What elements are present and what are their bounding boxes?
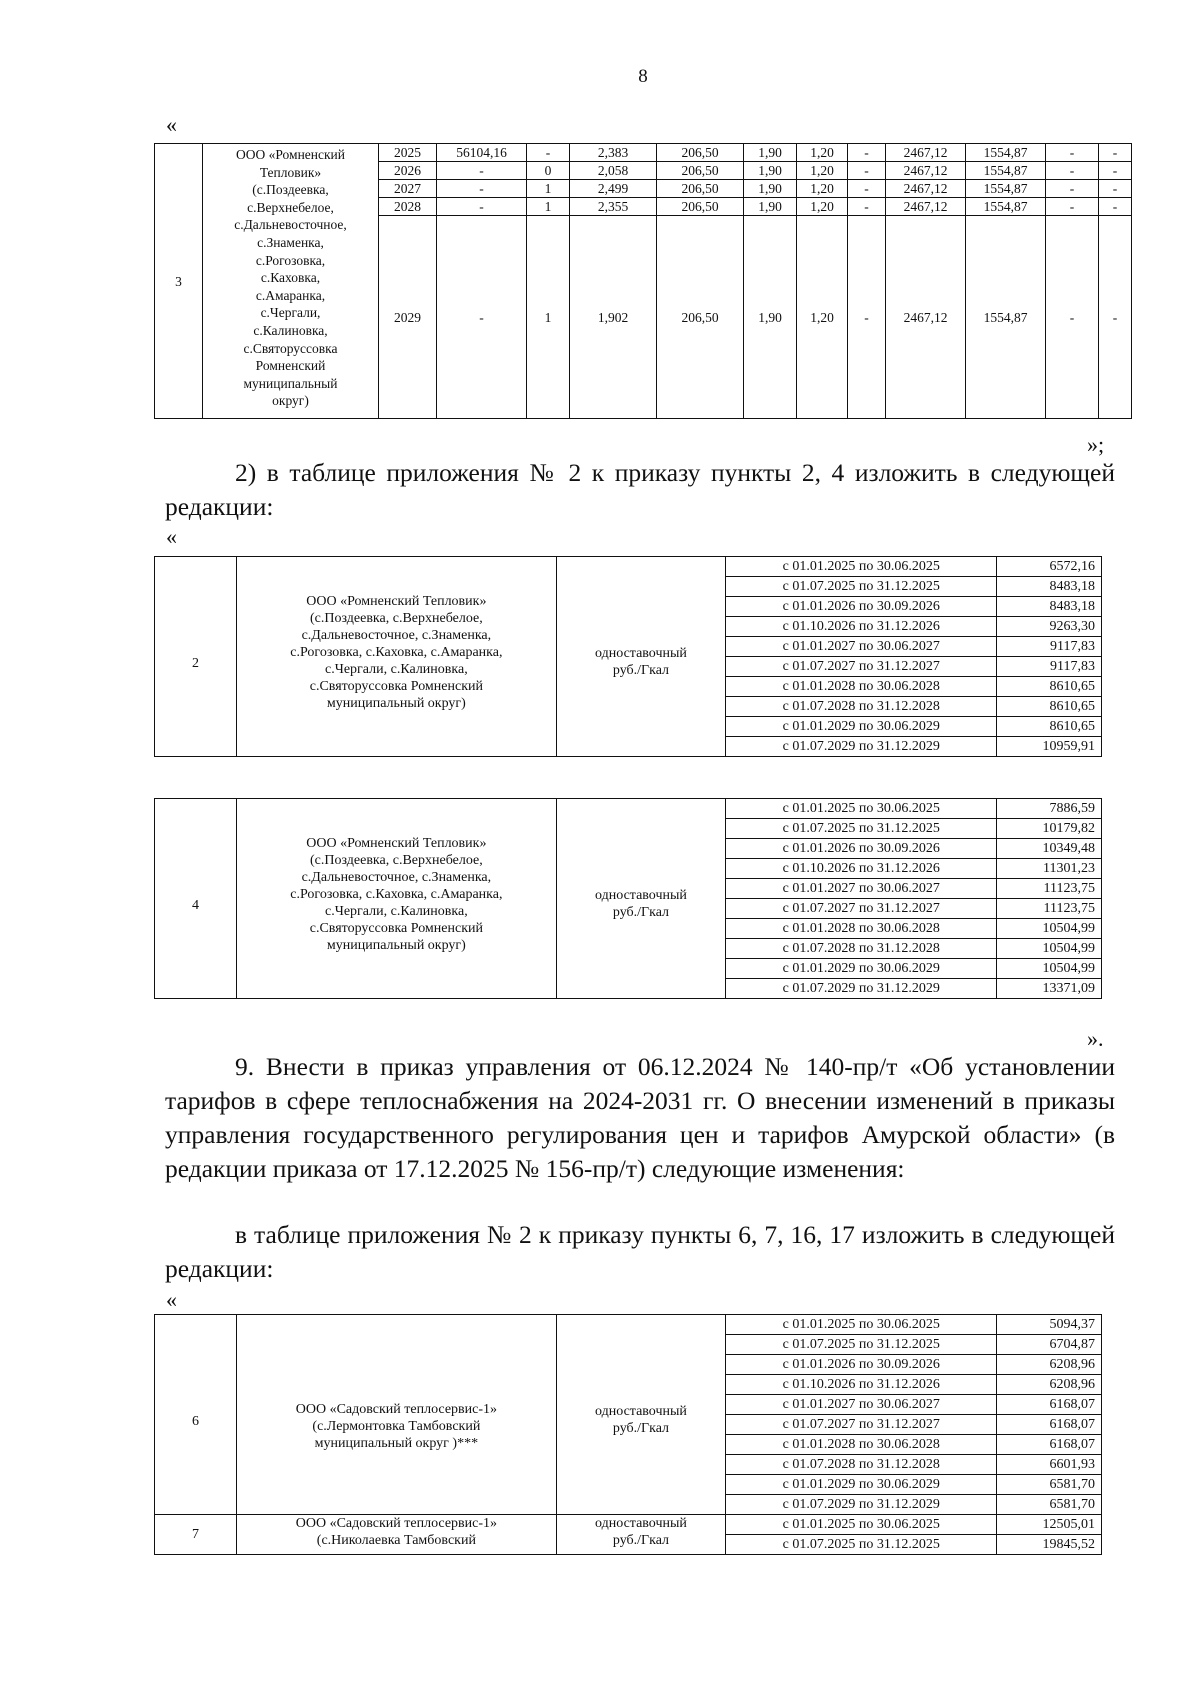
text-line: с.Дальневосточное, с.Знаменка,	[301, 628, 492, 643]
table-cell: 1,90	[744, 198, 797, 216]
period-cell: с 01.07.2025 по 31.12.2025	[726, 1335, 997, 1355]
period-cell: с 01.01.2026 по 30.09.2026	[726, 839, 997, 859]
table-cell: 2029	[379, 216, 437, 419]
value-cell: 8610,65	[997, 697, 1102, 717]
table-cell: 1554,87	[966, 198, 1046, 216]
table-row	[155, 144, 1132, 162]
value-cell: 10959,91	[997, 737, 1102, 757]
table-row	[155, 557, 1102, 577]
table-cell: -	[848, 180, 886, 198]
table-cell: 2026	[379, 162, 437, 180]
period-cell: с 01.01.2029 по 30.06.2029	[726, 717, 997, 737]
text-line: одноставочный	[595, 1516, 687, 1531]
row-number-cell: 4	[155, 799, 237, 999]
period-cell: с 01.01.2027 по 30.06.2027	[726, 637, 997, 657]
quote-close-2: ».	[1087, 1026, 1104, 1051]
table-cell: 1	[527, 216, 570, 419]
table-cell: 2025	[379, 144, 437, 162]
table-row	[155, 1515, 1102, 1535]
table-cell: 1554,87	[966, 180, 1046, 198]
quote-close-1: »;	[1087, 432, 1105, 457]
table-cell: 1,20	[797, 198, 848, 216]
organization-cell	[203, 144, 379, 419]
table-cell: 1,90	[744, 162, 797, 180]
period-cell: с 01.01.2025 по 30.06.2025	[726, 557, 997, 577]
table-cell: 2467,12	[886, 216, 966, 419]
text-line: ООО «Садовский теплосервис-1»	[295, 1402, 498, 1417]
period-cell: с 01.01.2028 по 30.06.2028	[726, 919, 997, 939]
organization-cell	[237, 799, 557, 999]
text-line: с.Амаранка,	[255, 287, 326, 303]
table-cell: -	[437, 162, 527, 180]
unit-cell	[556, 1515, 726, 1555]
paragraph-9b: в таблице приложения № 2 к приказу пункты 6, 7, 16, 17 изложить в следующей редакции:	[165, 1220, 1115, 1283]
table-cell: -	[848, 216, 886, 419]
table-cell: 1554,87	[966, 144, 1046, 162]
row-number-cell: 7	[155, 1515, 237, 1555]
value-cell: 19845,52	[997, 1535, 1102, 1555]
table-cell: 2,383	[570, 144, 657, 162]
text-line: с.Святоруссовка	[243, 340, 338, 356]
table-cell: -	[527, 144, 570, 162]
table-cell: 56104,16	[437, 144, 527, 162]
row-number-cell: 2	[155, 557, 237, 757]
value-cell: 10349,48	[997, 839, 1102, 859]
table-cell: -	[437, 180, 527, 198]
value-cell: 10179,82	[997, 819, 1102, 839]
table-cell: 2467,12	[886, 162, 966, 180]
text-line: ООО «Ромненский Тепловик»	[306, 594, 487, 609]
text-line: руб./Гкал	[612, 905, 670, 920]
text-line: руб./Гкал	[612, 1533, 670, 1548]
table-cell: -	[848, 162, 886, 180]
value-cell: 10504,99	[997, 919, 1102, 939]
table-cell: -	[1046, 162, 1099, 180]
period-cell: с 01.01.2029 по 30.06.2029	[726, 959, 997, 979]
period-cell: с 01.07.2028 по 31.12.2028	[726, 939, 997, 959]
table-cell: -	[1046, 144, 1099, 162]
value-cell: 7886,59	[997, 799, 1102, 819]
period-cell: с 01.07.2027 по 31.12.2027	[726, 1415, 997, 1435]
tariff-parameters-table	[154, 143, 1132, 419]
text-line: с.Верхнебелое,	[247, 199, 334, 215]
quote-open-3: «	[166, 1287, 177, 1312]
value-cell: 11301,23	[997, 859, 1102, 879]
page-number: 8	[638, 66, 648, 87]
value-cell: 6581,70	[997, 1495, 1102, 1515]
value-cell: 8610,65	[997, 677, 1102, 697]
value-cell: 8483,18	[997, 577, 1102, 597]
period-cell: с 01.10.2026 по 31.12.2026	[726, 1375, 997, 1395]
text-line: с.Святоруссовка Ромненский	[309, 921, 483, 936]
period-cell: с 01.07.2029 по 31.12.2029	[726, 979, 997, 999]
text-line: ООО «Ромненский Тепловик»	[306, 836, 487, 851]
table-cell: 0	[527, 162, 570, 180]
table-cell: 2028	[379, 198, 437, 216]
table-cell: -	[1099, 198, 1132, 216]
row-number-cell: 3	[155, 144, 203, 419]
text-line: руб./Гкал	[612, 663, 670, 678]
text-line: муниципальный округ)	[326, 696, 466, 711]
period-cell: с 01.07.2027 по 31.12.2027	[726, 657, 997, 677]
value-cell: 8483,18	[997, 597, 1102, 617]
value-cell: 6168,07	[997, 1395, 1102, 1415]
table-cell: 1554,87	[966, 216, 1046, 419]
value-cell: 6208,96	[997, 1375, 1102, 1395]
table-cell: 206,50	[657, 198, 744, 216]
text-line: муниципальный округ)	[326, 938, 466, 953]
period-cell: с 01.07.2029 по 31.12.2029	[726, 737, 997, 757]
table-cell: 1,20	[797, 162, 848, 180]
table-cell: 206,50	[657, 180, 744, 198]
text-line: с.Дальневосточное,	[234, 217, 347, 233]
period-cell: с 01.01.2026 по 30.09.2026	[726, 597, 997, 617]
table-cell: -	[437, 216, 527, 419]
table-cell: -	[1099, 162, 1132, 180]
value-cell: 5094,37	[997, 1315, 1102, 1335]
table-cell: -	[1099, 216, 1132, 419]
table-cell: 1	[527, 198, 570, 216]
value-cell: 10504,99	[997, 959, 1102, 979]
period-cell: с 01.07.2025 по 31.12.2025	[726, 819, 997, 839]
text-line: муниципальный	[243, 375, 338, 391]
period-cell: с 01.07.2029 по 31.12.2029	[726, 1495, 997, 1515]
table-cell: 1	[527, 180, 570, 198]
paragraph-2: 2) в таблице приложения № 2 к приказу пункты 2, 4 изложить в следующей редакции:	[165, 458, 1115, 521]
text-line: руб./Гкал	[612, 1421, 670, 1436]
table-cell: 1,20	[797, 180, 848, 198]
table-cell: -	[1046, 180, 1099, 198]
value-cell: 9117,83	[997, 637, 1102, 657]
table-row	[155, 799, 1102, 819]
value-cell: 6168,07	[997, 1435, 1102, 1455]
period-cell: с 01.07.2028 по 31.12.2028	[726, 1455, 997, 1475]
text-line: одноставочный	[595, 1404, 687, 1419]
period-cell: с 01.07.2025 по 31.12.2025	[726, 1535, 997, 1555]
unit-cell	[556, 1315, 726, 1515]
text-line: муниципальный округ )***	[314, 1436, 479, 1451]
text-line: Тепловик»	[259, 164, 322, 180]
period-cell: с 01.01.2028 по 30.06.2028	[726, 1435, 997, 1455]
table-cell: 1,902	[570, 216, 657, 419]
value-cell: 12505,01	[997, 1515, 1102, 1535]
value-cell: 9117,83	[997, 657, 1102, 677]
table-cell: 206,50	[657, 144, 744, 162]
text-line: с.Каховка,	[260, 270, 321, 286]
organization-cell	[237, 1315, 557, 1515]
table-cell: -	[848, 144, 886, 162]
paragraph-9: 9. Внести в приказ управления от 06.12.2024 № 140-пр/т «Об установлении тарифов в сфере теплоснабжения на 2024-2031 гг. О внесении изменений в приказы управления государственного регулирования цен и тарифов Амурской области» (в редакции приказа от 17.12.2025 № 156-пр/т) следующие изменения:	[165, 1052, 1115, 1183]
table-cell: 1,90	[744, 180, 797, 198]
value-cell: 6601,93	[997, 1455, 1102, 1475]
text-line: (с.Лермонтовка Тамбовский	[312, 1419, 481, 1434]
period-cell: с 01.07.2027 по 31.12.2027	[726, 899, 997, 919]
period-cell: с 01.01.2029 по 30.06.2029	[726, 1475, 997, 1495]
unit-cell	[556, 557, 726, 757]
table-row	[155, 1315, 1102, 1335]
table-cell: -	[848, 198, 886, 216]
value-cell: 8610,65	[997, 717, 1102, 737]
table-cell: 1,20	[797, 144, 848, 162]
value-cell: 10504,99	[997, 939, 1102, 959]
period-cell: с 01.01.2027 по 30.06.2027	[726, 1395, 997, 1415]
value-cell: 6704,87	[997, 1335, 1102, 1355]
text-line: (с.Поздеевка,	[252, 182, 329, 198]
period-cell: с 01.01.2025 по 30.06.2025	[726, 1315, 997, 1335]
table-cell: 2467,12	[886, 198, 966, 216]
text-line: с.Дальневосточное, с.Знаменка,	[301, 870, 492, 885]
period-cell: с 01.10.2026 по 31.12.2026	[726, 617, 997, 637]
text-line: с.Рогозовка, с.Каховка, с.Амаранка,	[290, 645, 503, 660]
value-cell: 6581,70	[997, 1475, 1102, 1495]
text-line: с.Святоруссовка Ромненский	[309, 679, 483, 694]
text-line: с.Чергали,	[260, 305, 321, 321]
period-cell: с 01.10.2026 по 31.12.2026	[726, 859, 997, 879]
period-cell: с 01.07.2025 по 31.12.2025	[726, 577, 997, 597]
text-line: округ)	[272, 393, 309, 409]
text-line: с.Чергали, с.Калиновка,	[325, 662, 468, 677]
period-cell: с 01.01.2026 по 30.09.2026	[726, 1355, 997, 1375]
value-cell: 13371,09	[997, 979, 1102, 999]
text-line: одноставочный	[595, 888, 687, 903]
table-cell: -	[1046, 198, 1099, 216]
period-cell: с 01.01.2028 по 30.06.2028	[726, 677, 997, 697]
text-line: ООО «Садовский теплосервис-1»	[295, 1516, 498, 1531]
text-line: Ромненский	[255, 358, 326, 374]
text-line: с.Знаменка,	[257, 234, 324, 250]
table-cell: 2,355	[570, 198, 657, 216]
table-cell: 1,90	[744, 216, 797, 419]
table-cell: 2,058	[570, 162, 657, 180]
table-cell: 206,50	[657, 162, 744, 180]
value-cell: 11123,75	[997, 899, 1102, 919]
text-line: (с.Поздеевка, с.Верхнебелое,	[310, 611, 483, 626]
tariff-table-row-4	[154, 798, 1102, 999]
text-line: одноставочный	[595, 646, 687, 661]
organization-cell	[237, 557, 557, 757]
tariff-table-row-2	[154, 556, 1102, 757]
text-line: (с.Николаевка Тамбовский	[316, 1533, 476, 1548]
table-cell: 1,20	[797, 216, 848, 419]
table-cell: 1554,87	[966, 162, 1046, 180]
period-cell: с 01.07.2028 по 31.12.2028	[726, 697, 997, 717]
period-cell: с 01.01.2025 по 30.06.2025	[726, 1515, 997, 1535]
value-cell: 6168,07	[997, 1415, 1102, 1435]
value-cell: 11123,75	[997, 879, 1102, 899]
value-cell: 6208,96	[997, 1355, 1102, 1375]
row-number-cell: 6	[155, 1315, 237, 1515]
table-cell: 2467,12	[886, 144, 966, 162]
table-cell: 2467,12	[886, 180, 966, 198]
text-line: (с.Поздеевка, с.Верхнебелое,	[310, 853, 483, 868]
text-line: ООО «Ромненский	[235, 147, 346, 162]
quote-open-2: «	[166, 524, 177, 549]
table-cell: 2027	[379, 180, 437, 198]
tariff-table-rows-6-7	[154, 1314, 1102, 1555]
table-cell: 2,499	[570, 180, 657, 198]
period-cell: с 01.01.2025 по 30.06.2025	[726, 799, 997, 819]
period-cell: с 01.01.2027 по 30.06.2027	[726, 879, 997, 899]
text-line: с.Рогозовка, с.Каховка, с.Амаранка,	[290, 887, 503, 902]
organization-cell	[237, 1515, 557, 1555]
table-cell: 1,90	[744, 144, 797, 162]
text-line: с.Калиновка,	[253, 322, 328, 338]
table-cell: -	[1046, 216, 1099, 419]
table-cell: -	[437, 198, 527, 216]
table-cell: -	[1099, 144, 1132, 162]
quote-open-1: «	[166, 112, 177, 137]
unit-cell	[556, 799, 726, 999]
table-cell: -	[1099, 180, 1132, 198]
text-line: с.Чергали, с.Калиновка,	[325, 904, 468, 919]
table-cell: 206,50	[657, 216, 744, 419]
text-line: с.Рогозовка,	[255, 252, 326, 268]
value-cell: 9263,30	[997, 617, 1102, 637]
value-cell: 6572,16	[997, 557, 1102, 577]
